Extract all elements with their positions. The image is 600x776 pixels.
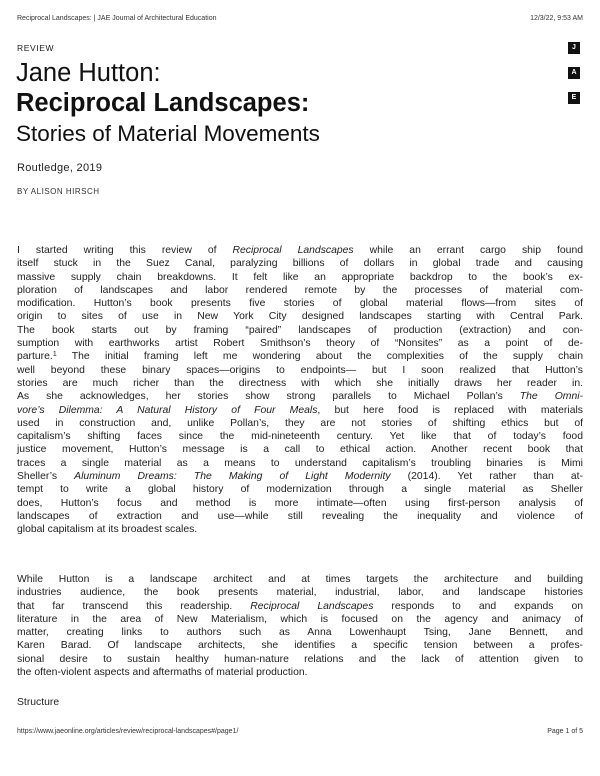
text-line <box>17 639 583 652</box>
text-line <box>17 666 583 679</box>
text-run: the often-violent aspects and aftermaths of material production. <box>17 667 308 679</box>
text-run: itself stuck in the Suez Canal, paralyzing billions of dollars in global trade and causing <box>17 258 583 270</box>
footnote-marker[interactable]: 1 <box>52 351 57 359</box>
body-paragraph-1 <box>17 244 583 537</box>
text-run: Karen Barad. Of landscape architects, she identifies a specific tension between a profes- <box>17 640 583 652</box>
text-line <box>17 430 583 443</box>
text-run: As she acknowledges, her stories show strong parallels to Michael Pollan’s <box>17 391 520 403</box>
text-run: (2014). Yet rather than at- <box>390 471 583 483</box>
text-line <box>17 600 583 613</box>
text-run: stories are much richer than the directness with which she initially draws her reader in. <box>17 377 583 389</box>
text-run: massive supply chain breakdowns. It felt like an appropriate backdrop to the book’s ex- <box>17 271 583 283</box>
text-line <box>17 284 583 297</box>
text-run: parture. <box>17 351 53 363</box>
text-line <box>17 417 583 430</box>
text-run: While Hutton is a landscape architect and at times targets the architecture and building <box>17 574 583 585</box>
text-line <box>17 470 583 483</box>
body-paragraph-2 <box>17 573 583 679</box>
text-line <box>17 350 583 363</box>
text-line <box>17 364 583 377</box>
text-run: well beyond these binary spaces—origins to endpoints— but I soon realized that Hutton’s <box>17 364 583 376</box>
text-run: that far transcend this readership. <box>17 600 251 612</box>
text-run: Sheller’s <box>17 471 75 483</box>
text-run: capitalism’s shifting faces since the mid-nineteenth century. Yet like that of today’s food <box>17 431 583 443</box>
badge-a: A <box>568 67 580 79</box>
text-run: does, Hutton’s focus and method is more intimate—often using first-person analysis of <box>17 497 583 509</box>
text-line <box>17 271 583 284</box>
text-run: matter, creating links to authors such as Anna Lowenhaupt Tsing, Jane Bennett, and <box>17 627 583 639</box>
text-run: The book starts out by framing “paired” landscapes of production (extraction) and con- <box>17 324 583 336</box>
text-run: justice movement, Hutton’s message is a call to ethical action. Another recent book that <box>17 444 583 456</box>
text-run: literature in the area of New Materialism, which is focused on the agency and animacy of <box>17 613 583 625</box>
byline: BY ALISON HIRSCH <box>17 187 100 196</box>
text-run: I started writing this review of <box>17 245 233 256</box>
text-line <box>17 573 583 586</box>
section-heading-structure: Structure <box>17 697 60 708</box>
text-line <box>17 443 583 456</box>
badge-j: J <box>568 42 580 54</box>
italic-title-run: The Omni- <box>519 391 583 403</box>
italic-title-run: vore’s Dilemma: A Natural History of Four Meals <box>17 404 318 416</box>
text-line <box>17 586 583 599</box>
badge-e: E <box>568 92 580 104</box>
text-line <box>17 510 583 523</box>
text-line <box>17 377 583 390</box>
text-run: ploration of landscapes and labor rendered remote by the processes of material com- <box>17 284 583 296</box>
text-line <box>17 523 583 536</box>
text-run: sional desire to sustain healthy human-nature relations and the lack of attention given to <box>17 653 583 665</box>
text-run: responds to and expands on <box>373 600 584 612</box>
text-run: while an errant cargo ship found <box>353 245 584 256</box>
text-line <box>17 337 583 350</box>
section-kicker: REVIEW <box>17 43 55 53</box>
print-footer-page-number: Page 1 of 5 <box>547 728 583 735</box>
text-run: The initial framing left me wondering about the complexities of the supply chain <box>56 351 583 363</box>
text-run: traces a single material as a means to understand capitalism’s troubling binaries is Mimi <box>17 457 583 469</box>
text-run: origin to sites of use in New York City designed landscapes starting with Central Park. <box>17 311 583 323</box>
text-run: industries audience, the book presents material, industrial, labor, and landscape histories <box>17 587 583 599</box>
text-run: sumption with earthworks artist Robert Smithson’s theory of “Nonsites” as a point of de- <box>17 338 583 350</box>
text-run: , but here food is replaced with materials <box>317 404 583 416</box>
text-run: modification. Hutton’s book presents five stories of global material flows—from sites of <box>17 298 583 310</box>
text-line <box>17 324 583 337</box>
text-line <box>17 457 583 470</box>
text-run: used in construction and, unlike Pollan’s, they are not stories of shifting ethics but of <box>17 417 583 429</box>
print-footer-url: https://www.jaeonline.org/articles/review/reciprocal-landscapes#/page1/ <box>17 728 239 735</box>
italic-title-run: Reciprocal Landscapes <box>232 245 354 256</box>
print-header-title: Reciprocal Landscapes: | JAE Journal of Architectural Education <box>17 15 217 22</box>
text-line <box>17 257 583 270</box>
print-header-timestamp: 12/3/22, 9:53 AM <box>530 15 583 22</box>
text-line <box>17 390 583 403</box>
text-line <box>17 297 583 310</box>
title-main: Reciprocal Landscapes: <box>16 89 310 117</box>
text-line <box>17 404 583 417</box>
text-run: landscapes of extraction and use—while still revealing the inequality and violence of <box>17 510 583 522</box>
text-line <box>17 483 583 496</box>
publisher-line: Routledge, 2019 <box>17 162 103 174</box>
text-line <box>17 613 583 626</box>
text-line <box>17 244 583 257</box>
text-line <box>17 653 583 666</box>
text-line <box>17 626 583 639</box>
text-run: tempt to write a global history of modernization through a single material as Sheller <box>17 484 583 496</box>
title-author: Jane Hutton: <box>16 59 161 87</box>
italic-title-run: Aluminum Dreams: The Making of Light Modernity <box>74 471 391 483</box>
text-line <box>17 310 583 323</box>
text-line <box>17 497 583 510</box>
title-subtitle: Stories of Material Movements <box>16 121 320 146</box>
text-run: global capitalism at its broadest scales. <box>17 524 198 536</box>
italic-title-run: Reciprocal Landscapes <box>250 600 374 612</box>
